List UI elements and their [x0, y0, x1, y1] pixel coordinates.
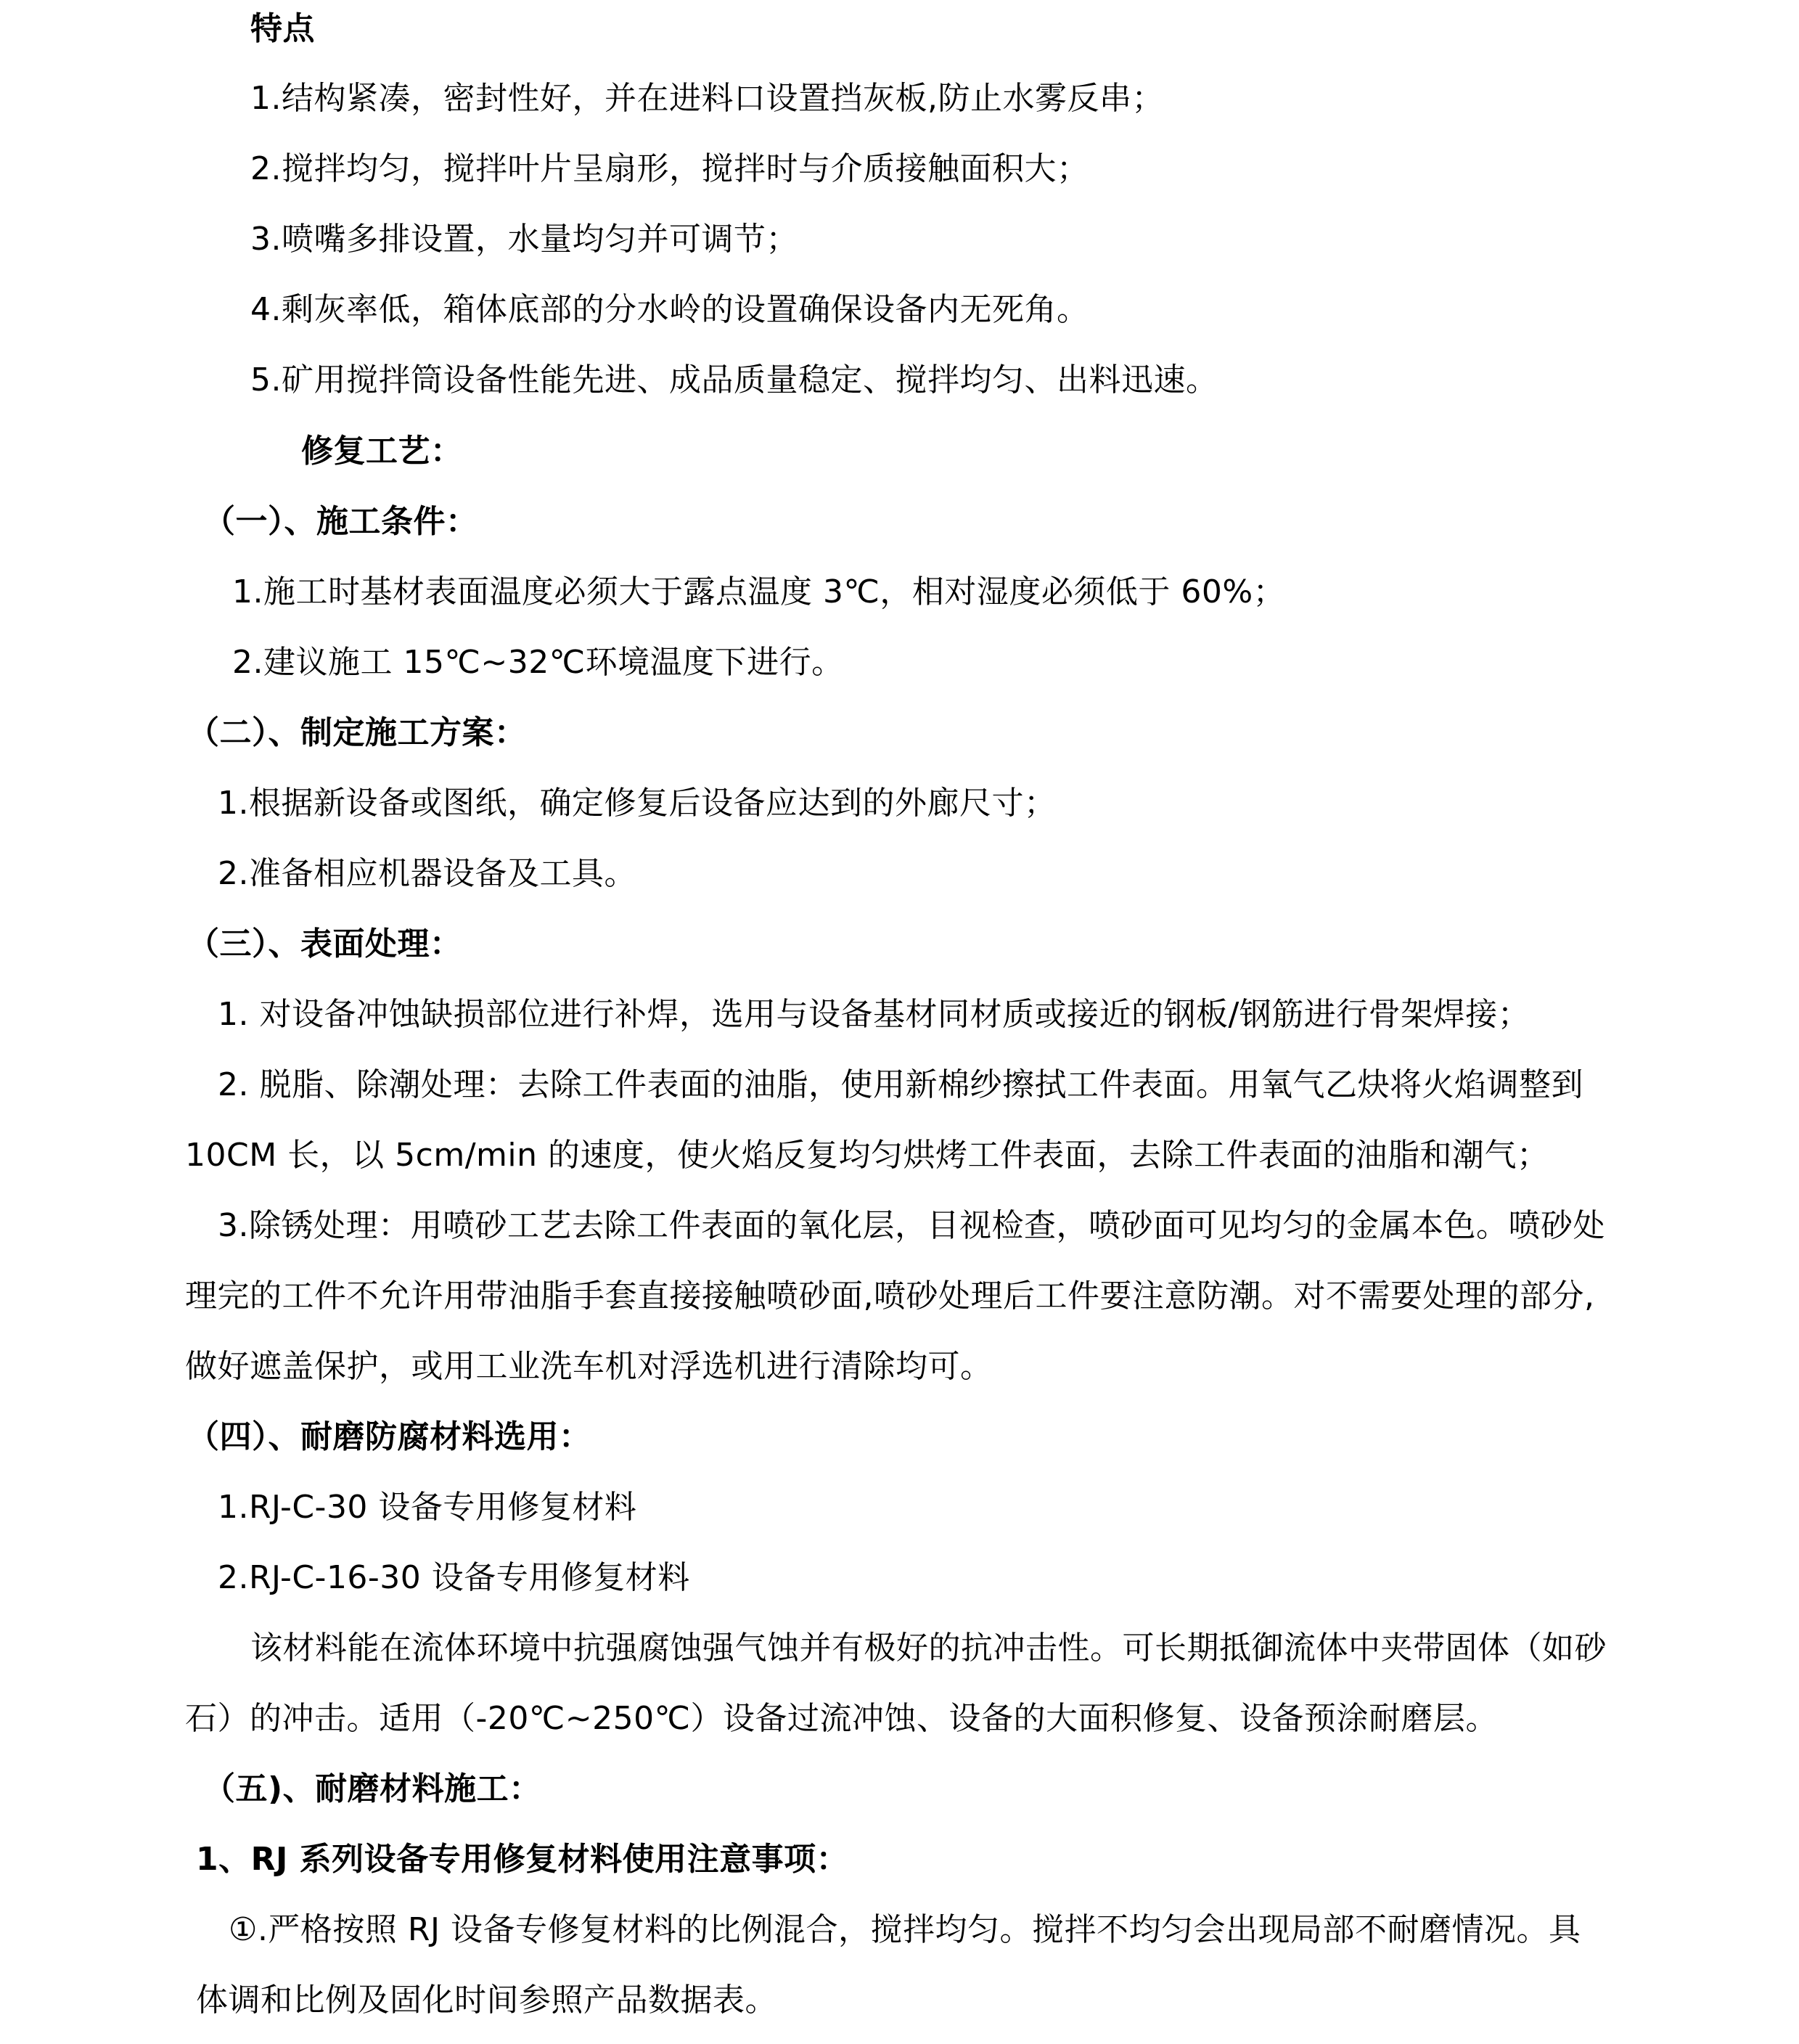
section-1-item-1: 1.施工时基材表面温度必须大于露点温度 3℃，相对湿度必须低于 60%； — [232, 573, 1286, 610]
section-3-line-3: 10CM 长，以 5cm/min 的速度，使火焰反复均匀烘烤工件表面，去除工件表面的油脂和潮气； — [185, 1137, 1549, 1174]
section-5-line-2: 体调和比例及固化时间参照产品数据表。 — [196, 1982, 777, 2019]
section-3-line-2: 2. 脱脂、除潮处理：去除工件表面的油脂，使用新棉纱擦拭工件表面。用氧气乙炔将火焰调整到 — [218, 1066, 1583, 1103]
feature-item-1: 1.结构紧凑，密封性好，并在进料口设置挡灰板,防止水雾反串； — [250, 80, 1164, 117]
feature-item-4: 4.剩灰率低，箱体底部的分水岭的设置确保设备内无死角。 — [250, 291, 1089, 328]
section-1-item-2: 2.建议施工 15℃~32℃环境温度下进行。 — [232, 644, 844, 681]
section-5-line-1: ①.严格按照 RJ 设备专修复材料的比例混合，搅拌均匀。搅拌不均匀会出现局部不耐磨情况。具 — [229, 1911, 1581, 1948]
section-4-para-line-1: 该材料能在流体环境中抗强腐蚀强气蚀并有极好的抗冲击性。可长期抵御流体中夹带固体（如砂 — [250, 1630, 1607, 1667]
section-2-item-1: 1.根据新设备或图纸，确定修复后设备应达到的外廊尺寸； — [218, 785, 1057, 822]
feature-item-3: 3.喷嘴多排设置，水量均匀并可调节； — [250, 221, 798, 258]
feature-item-2: 2.搅拌均匀，搅拌叶片呈扇形，搅拌时与介质接触面积大； — [250, 150, 1089, 187]
section-3-heading: （三）、表面处理： — [187, 925, 462, 962]
section-3-line-4: 3.除锈处理：用喷砂工艺去除工件表面的氧化层，目视检查，喷砂面可见均匀的金属本色。喷砂处 — [218, 1207, 1605, 1244]
section-3-line-1: 1. 对设备冲蚀缺损部位进行补焊，选用与设备基材同材质或接近的钢板/钢筋进行骨架焊接； — [218, 996, 1530, 1033]
section-4-item-2: 2.RJ-C-16-30 设备专用修复材料 — [218, 1559, 690, 1596]
section-4-heading: （四）、耐磨防腐材料选用： — [187, 1418, 591, 1455]
section-1-heading: （一）、施工条件： — [203, 503, 478, 540]
section-5-heading: （五)、耐磨材料施工： — [203, 1770, 541, 1807]
feature-item-5: 5.矿用搅拌筒设备性能先进、成品质量稳定、搅拌均匀、出料迅速。 — [250, 361, 1218, 398]
section-4-para-line-2: 石）的冲击。适用（-20℃~250℃）设备过流冲蚀、设备的大面积修复、设备预涂耐磨层。 — [185, 1700, 1499, 1737]
section-5-subheading: 1、RJ 系列设备专用修复材料使用注意事项： — [196, 1841, 849, 1878]
section-4-item-1: 1.RJ-C-30 设备专用修复材料 — [218, 1489, 637, 1526]
section-3-line-5: 理完的工件不允许用带油脂手套直接接触喷砂面,喷砂处理后工件要注意防潮。对不需要处理的部分, — [185, 1278, 1595, 1315]
section-3-line-6: 做好遮盖保护，或用工业洗车机对浮选机进行清除均可。 — [185, 1348, 993, 1385]
repair-heading: 修复工艺： — [301, 433, 463, 470]
section-2-heading: （二）、制定施工方案： — [187, 714, 527, 751]
section-2-item-2: 2.准备相应机器设备及工具。 — [218, 855, 636, 892]
features-heading: 特点 — [250, 10, 315, 47]
